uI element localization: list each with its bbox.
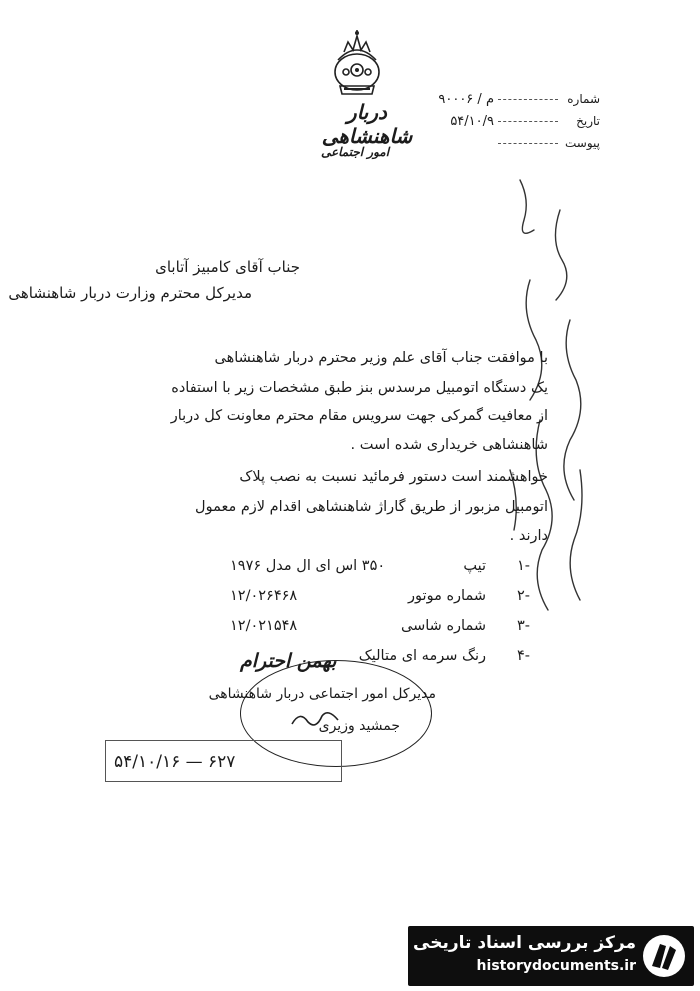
date-row	[430, 110, 600, 132]
item-number: ۱-	[516, 558, 530, 574]
list-item	[230, 558, 530, 588]
body-line: خواهشمند است دستور فرمائید نسبت به نصب پلاک	[239, 469, 548, 485]
addressee-name: جناب آقای کامبیز آتابای	[155, 258, 300, 276]
logo-name: مرکز بررسی اسناد تاریخی	[413, 933, 636, 953]
item-value: ۱۲/۰۲۱۵۴۸	[230, 618, 298, 634]
signatory-name: جمشید وزیری	[318, 718, 400, 734]
logo-url: historydocuments.ir	[476, 958, 636, 974]
addressee-title: مدیرکل محترم وزارت دربار شاهنشاهی	[8, 284, 252, 302]
body-line: اتومبیل مزبور از طریق گاراژ شاهنشاهی اقدام لازم معمول	[195, 499, 548, 515]
item-number: ۳-	[516, 618, 530, 634]
item-value: ۱۲/۰۲۶۴۶۸	[230, 588, 298, 604]
item-label: شماره شاسی	[401, 618, 486, 634]
department-name: امور اجتماعی	[320, 145, 390, 159]
item-number: ۲-	[516, 588, 530, 604]
body-line: دارند .	[509, 528, 548, 544]
dotted-line	[498, 121, 558, 122]
item-label: رنگ سرمه ای متالیک	[358, 648, 486, 664]
date-label: تاریخ	[576, 114, 600, 128]
item-number: ۴-	[516, 648, 530, 664]
body-line: شاهنشاهی خریداری شده است .	[350, 437, 548, 453]
number-label: شماره	[567, 92, 600, 106]
item-value: ۳۵۰ اس ای ال مدل ۱۹۷۶	[230, 558, 386, 574]
dotted-line	[498, 99, 558, 100]
signatory-title: مدیرکل امور اجتماعی دربار شاهنشاهی	[208, 686, 436, 702]
crown-emblem-icon	[326, 30, 388, 100]
date-value: ۵۴/۱۰/۹	[450, 113, 494, 129]
court-name: دربار شاهنشاهی	[321, 100, 413, 148]
stamp-text: ۵۴/۱۰/۱۶ — ۶۲۷	[114, 752, 236, 772]
body-line: یک دستگاه اتومبیل مرسدس بنز طبق مشخصات زیر با استفاده	[171, 380, 548, 396]
enclosure-label: پیوست	[565, 136, 600, 150]
archive-logo-icon	[640, 932, 688, 980]
archive-logo	[408, 926, 694, 986]
handwritten-name: بهمن احترام	[240, 650, 337, 672]
enclosure-row	[430, 132, 600, 154]
dotted-line	[498, 143, 558, 144]
item-label: تیپ	[463, 558, 486, 574]
item-label: شماره موتور	[408, 588, 486, 604]
body-line: با موافقت جناب آقای علم وزیر محترم دربار شاهنشاهی	[214, 350, 548, 366]
list-item	[230, 618, 530, 648]
number-value: م / ۹۰۰۰۶	[438, 91, 494, 107]
reference-block	[430, 88, 600, 154]
list-item	[230, 588, 530, 618]
number-row	[430, 88, 600, 110]
body-line: از معافیت گمرکی جهت سرویس مقام محترم معاونت کل دربار	[170, 408, 548, 424]
